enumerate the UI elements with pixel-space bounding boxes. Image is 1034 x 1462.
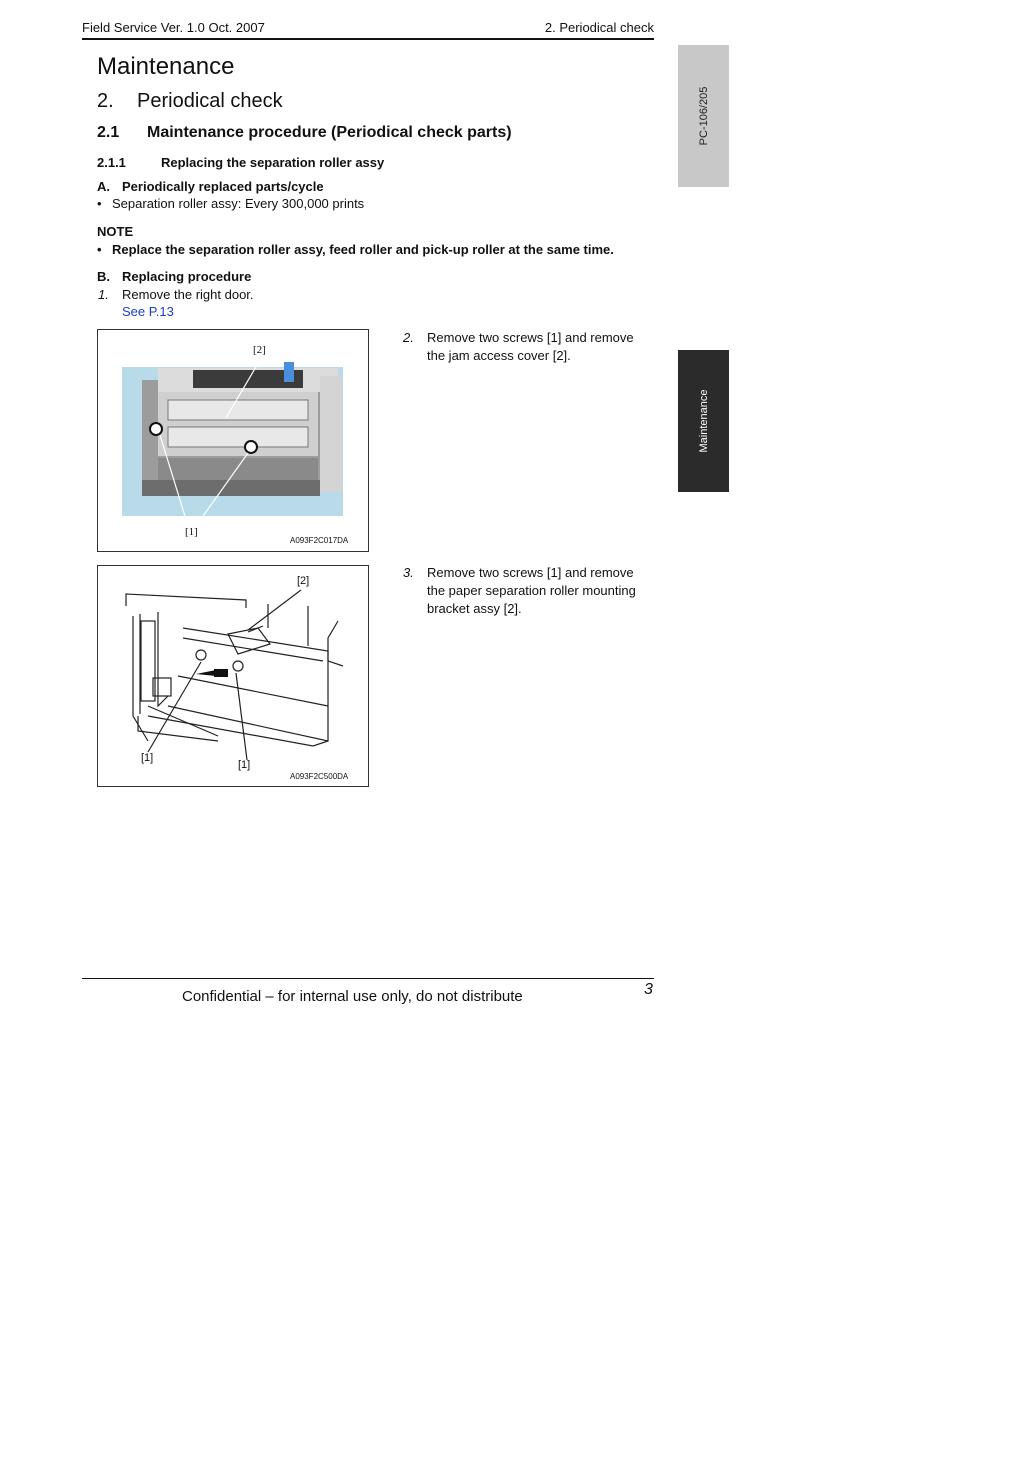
part-a-label: A.	[97, 179, 110, 194]
step-2-number: 2.	[403, 330, 414, 345]
footer-text: Confidential – for internal use only, do not distribute	[182, 988, 523, 1005]
model-side-tab	[678, 45, 729, 187]
figure-2-callout-2: [2]	[297, 575, 310, 587]
step-3-line-3: bracket assy [2].	[427, 601, 522, 616]
chapter-side-tab-label: Maintenance	[697, 389, 710, 453]
step-2-line-1: Remove two screws [1] and remove	[427, 330, 634, 345]
step-3-line-1: Remove two screws [1] and remove	[427, 565, 634, 580]
step-2-line-2: the jam access cover [2].	[427, 348, 571, 363]
figure-1	[97, 329, 369, 552]
part-b-title: Replacing procedure	[122, 269, 252, 284]
figure-2-callout-1b: [1]	[238, 759, 251, 771]
step-3-number: 3.	[403, 565, 414, 580]
header-rule	[82, 38, 654, 40]
subsubsection-title: Replacing the separation roller assy	[161, 155, 385, 170]
part-b-heading	[97, 269, 251, 284]
figure-2-illustration	[98, 566, 368, 786]
step-1-text: Remove the right door.	[122, 287, 254, 302]
note-bullet: • Replace the separation roller assy, feed roller and pick-up roller at the same time.	[97, 242, 614, 257]
part-b-label: B.	[97, 269, 110, 284]
section-title: Periodical check	[137, 90, 283, 112]
part-a-bullet-text: Separation roller assy: Every 300,000 prints	[112, 196, 365, 211]
footer-rule	[82, 978, 654, 979]
part-a-title: Periodically replaced parts/cycle	[122, 179, 324, 194]
step-2	[403, 329, 663, 369]
note-title: NOTE	[97, 224, 134, 239]
subsubsection-heading	[97, 155, 384, 170]
figure-2-code: A093F2C500DA	[290, 772, 349, 781]
see-page-link[interactable]: See P.13	[122, 304, 174, 319]
header-right: 2. Periodical check	[544, 20, 654, 35]
chapter-side-tab	[678, 350, 729, 492]
part-a-bullet: • Separation roller assy: Every 300,000 prints	[97, 196, 365, 211]
step-3	[403, 564, 663, 620]
part-a-heading	[97, 179, 324, 194]
subsection-heading	[97, 124, 512, 142]
step-1	[98, 286, 398, 322]
note-bullet-text: Replace the separation roller assy, feed roller and pick-up roller at the same time.	[112, 242, 614, 257]
section-number: 2.	[97, 90, 114, 112]
figure-2-callout-1a: [1]	[141, 752, 154, 764]
header-left: Field Service Ver. 1.0 Oct. 2007	[82, 20, 265, 35]
figure-1-callout-2: [2]	[253, 344, 266, 356]
figure-1-illustration	[98, 330, 368, 551]
page-number: 3	[644, 981, 653, 998]
model-side-tab-label: PC-106/205	[697, 86, 710, 146]
subsection-title: Maintenance procedure (Periodical check parts)	[147, 124, 512, 141]
step-1-number: 1.	[98, 287, 109, 302]
step-3-line-2: the paper separation roller mounting	[427, 583, 636, 598]
section-heading	[97, 90, 283, 113]
page-title: Maintenance	[97, 53, 235, 80]
figure-2	[97, 565, 369, 787]
figure-1-callout-1: [1]	[185, 526, 198, 538]
subsection-number: 2.1	[97, 124, 120, 141]
figure-1-code: A093F2C017DA	[290, 536, 349, 545]
subsubsection-number: 2.1.1	[97, 155, 126, 170]
